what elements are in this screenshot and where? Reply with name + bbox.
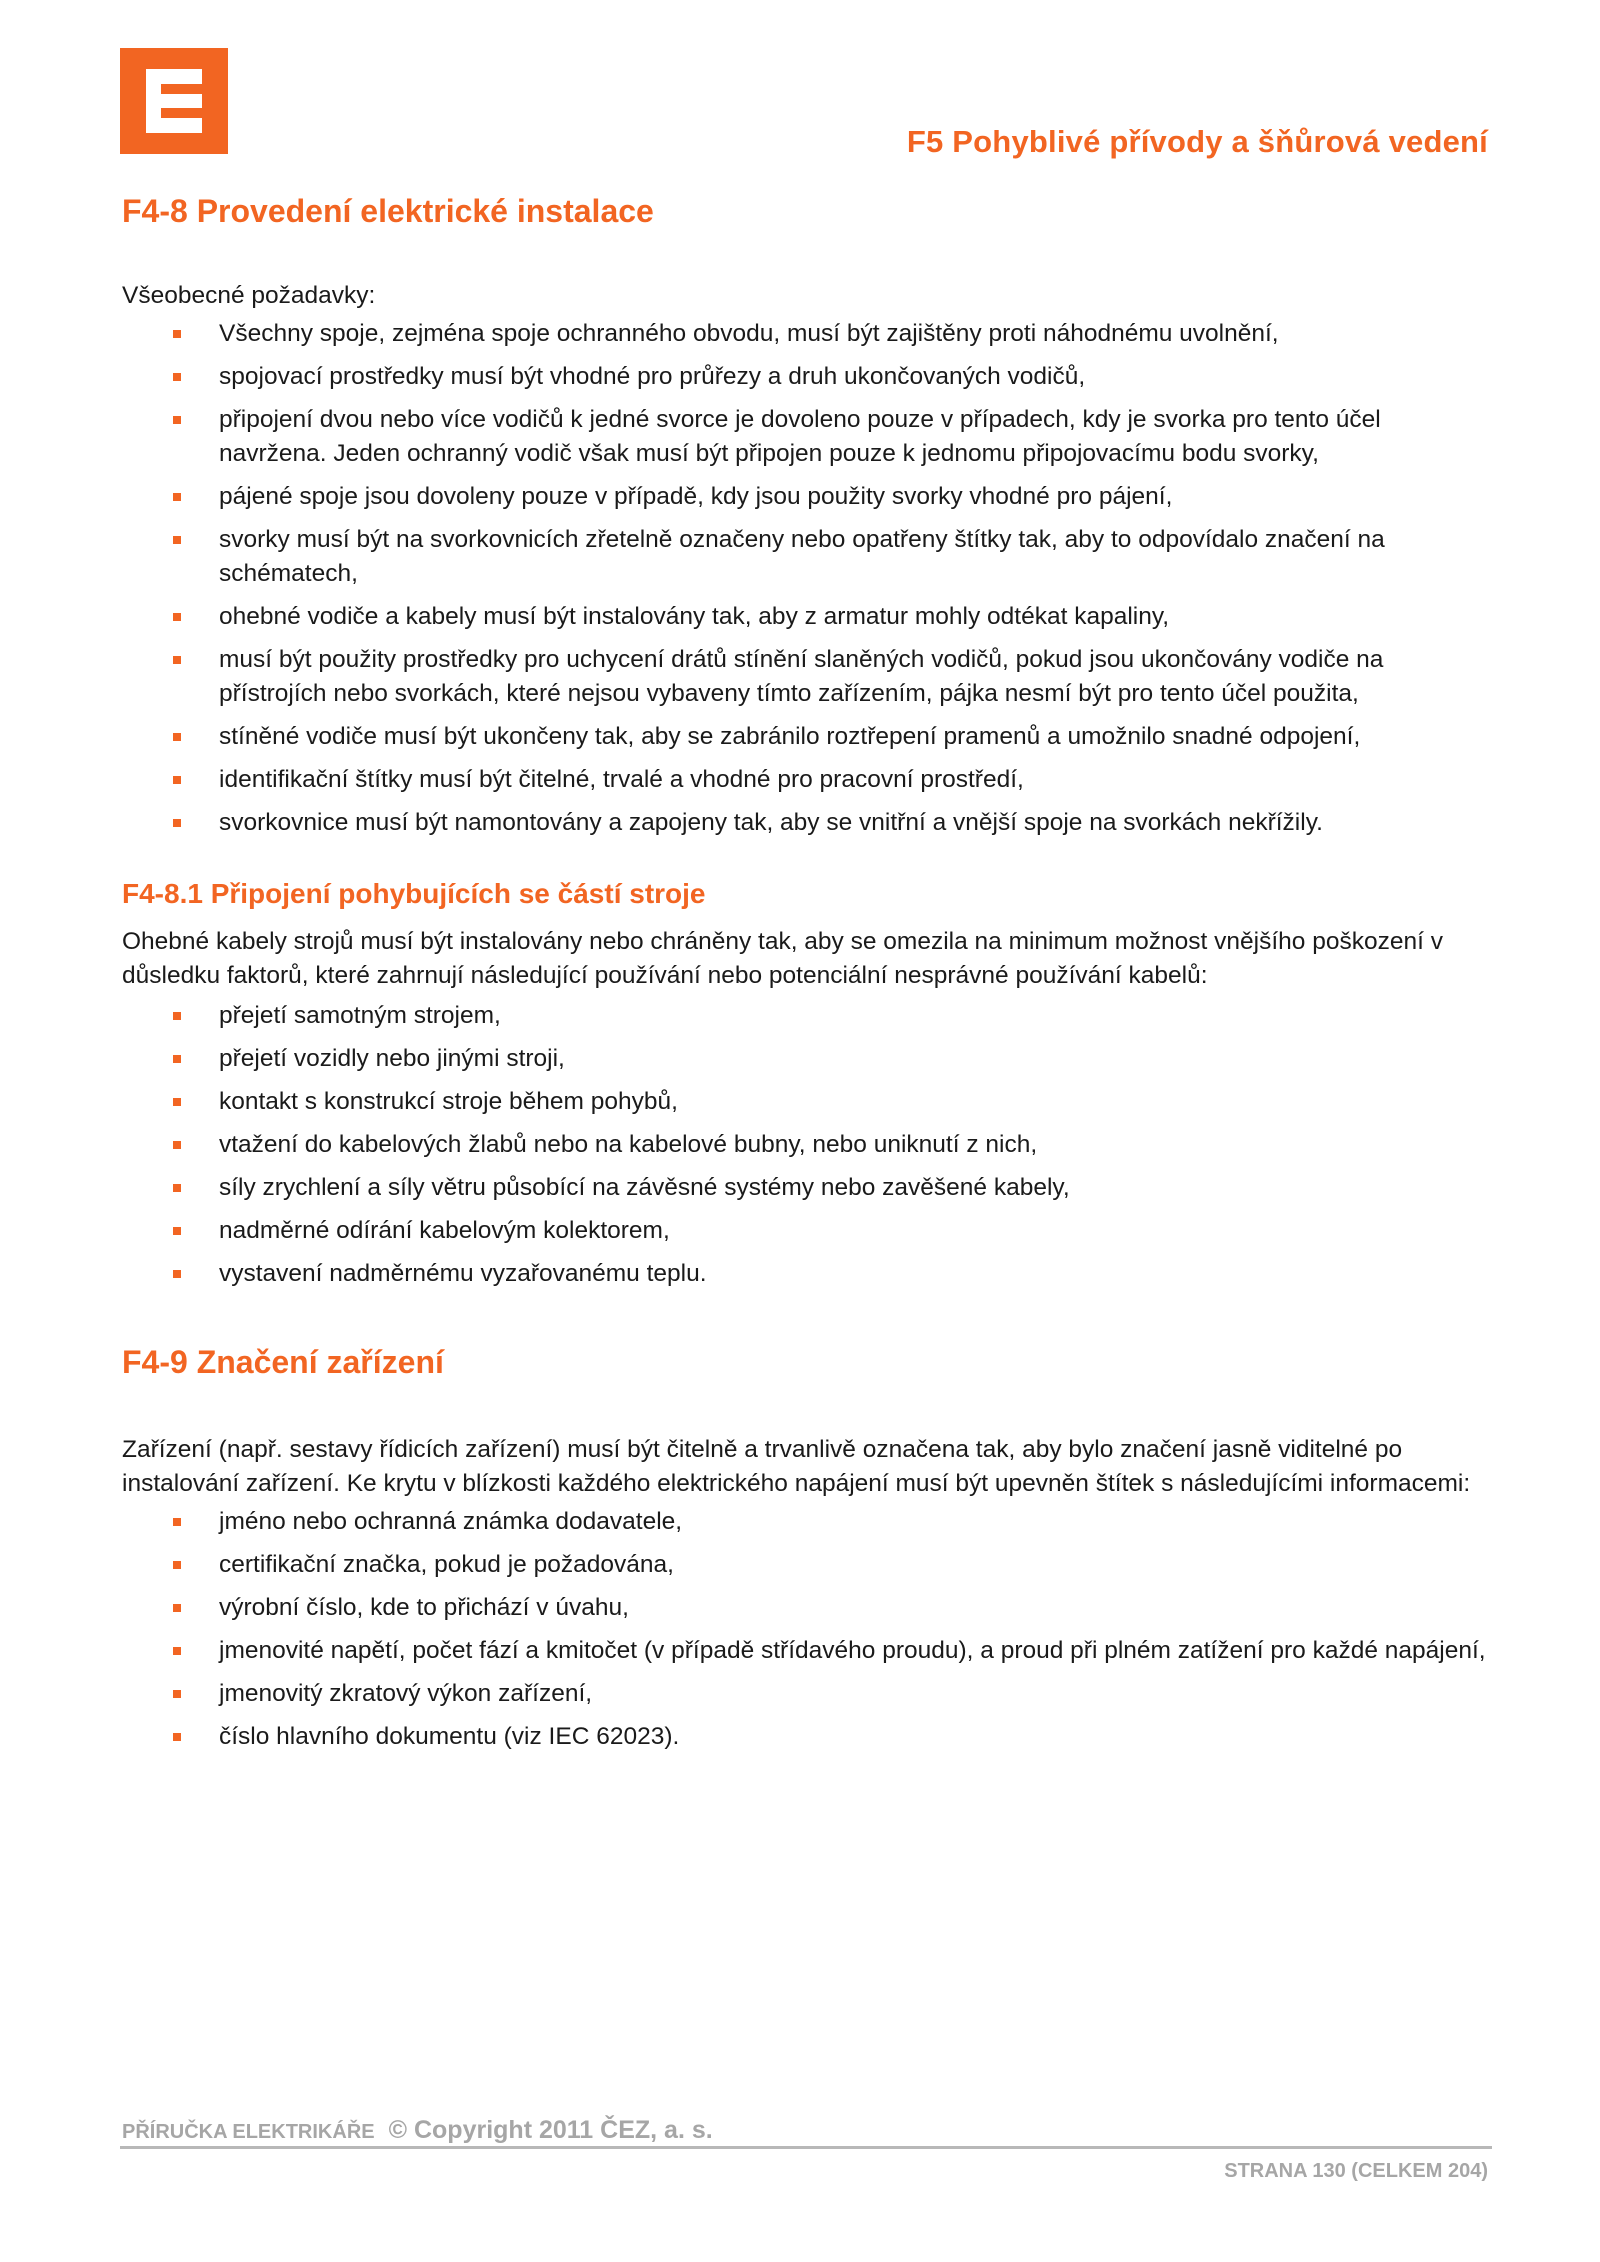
bullet-icon <box>173 656 181 664</box>
list-item-text: identifikační štítky musí být čitelné, trvalé a vhodné pro pracovní prostředí, <box>219 766 1024 793</box>
list-item-text: přejetí samotným strojem, <box>219 1002 501 1029</box>
list-item <box>122 763 1492 797</box>
list-item-text: připojení dvou nebo více vodičů k jedné svorce je dovoleno pouze v případech, kdy je svorka pro tento účel navržena. Jeden ochranný vodič však musí být připojen pouze k jednomu připojovacímu bodu svorky, <box>219 406 1381 467</box>
bullet-icon <box>173 1561 181 1569</box>
list-item-text: přejetí vozidly nebo jinými stroji, <box>219 1045 565 1072</box>
list-item-text: stíněné vodiče musí být ukončeny tak, aby se zabránilo roztřepení pramenů a umožnilo snadné odpojení, <box>219 723 1361 750</box>
chapter-title: F5 Pohyblivé přívody a šňůrová vedení <box>906 124 1488 159</box>
bullet-icon <box>173 373 181 381</box>
list-item-text: jmenovitý zkratový výkon zařízení, <box>219 1680 593 1707</box>
list-item-text: musí být použity prostředky pro uchycení drátů stínění slaněných vodičů, pokud jsou ukončovány vodiče na přístrojích nebo svorkách, které nejsou vybaveny tímto zařízením, pájka nesmí být pro tento účel použita, <box>219 646 1384 707</box>
bullet-icon <box>173 1270 181 1278</box>
list-item <box>122 806 1492 840</box>
list-item <box>122 720 1492 754</box>
bullet-icon <box>173 1184 181 1192</box>
bullet-icon <box>173 1098 181 1106</box>
bullet-icon <box>173 1733 181 1741</box>
bullet-icon <box>173 1141 181 1149</box>
list-item <box>122 1591 1492 1625</box>
section-title: F4-9 Značení zařízení <box>122 1344 444 1380</box>
list-item-text: výrobní číslo, kde to přichází v úvahu, <box>219 1594 629 1621</box>
list-item <box>122 1505 1492 1539</box>
list-item-text: svorkovnice musí být namontovány a zapojeny tak, aby se vnitřní a vnější spoje na svorkách nekřížily. <box>219 809 1323 836</box>
bullet-icon <box>173 1227 181 1235</box>
list-item-text: ohebné vodiče a kabely musí být instalovány tak, aby z armatur mohly odtékat kapaliny, <box>219 603 1170 630</box>
list-item <box>122 1677 1492 1711</box>
bullet-icon <box>173 330 181 338</box>
list-item <box>122 1548 1492 1582</box>
footer-divider <box>120 2146 1492 2149</box>
list-item <box>122 1128 1492 1162</box>
cez-logo <box>120 48 228 154</box>
subsection-intro: Ohebné kabely strojů musí být instalovány nebo chráněny tak, aby se omezila na minimum možnost vnějšího poškození v důsledku faktorů, které zahrnují následující používání nebo potenciální nesprávné používání kabelů: <box>122 928 1443 989</box>
list-item-text: certifikační značka, pokud je požadována, <box>219 1551 674 1578</box>
bullet-list <box>122 1505 1492 1754</box>
list-item-text: kontakt s konstrukcí stroje během pohybů, <box>219 1088 678 1115</box>
list-item-text: číslo hlavního dokumentu (viz IEC 62023). <box>219 1723 680 1750</box>
list-item-text: spojovací prostředky musí být vhodné pro průřezy a druh ukončovaných vodičů, <box>219 363 1086 390</box>
list-item <box>122 643 1492 711</box>
list-item-text: pájené spoje jsou dovoleny pouze v případě, kdy jsou použity svorky vhodné pro pájení, <box>219 483 1173 510</box>
list-item <box>122 1042 1492 1076</box>
list-item-text: vtažení do kabelových žlabů nebo na kabelové bubny, nebo uniknutí z nich, <box>219 1131 1038 1158</box>
list-item <box>122 1214 1492 1248</box>
page-content <box>122 190 1492 1763</box>
list-item <box>122 1085 1492 1119</box>
section-intro: Zařízení (např. sestavy řídicích zařízení) musí být čitelně a trvanlivě označena tak, aby bylo značení jasně viditelné po instalování zařízení. Ke krytu v blízkosti každého elektrického napájení musí být upevněn štítek s následujícími informacemi: <box>122 1436 1471 1497</box>
bullet-icon <box>173 416 181 424</box>
list-item-text: jmenovité napětí, počet fází a kmitočet (v případě střídavého proudu), a proud při plném zatížení pro každé napájení, <box>219 1637 1486 1664</box>
list-item <box>122 999 1492 1033</box>
bullet-icon <box>173 1055 181 1063</box>
bullet-icon <box>173 776 181 784</box>
bullet-icon <box>173 1647 181 1655</box>
list-item <box>122 1634 1492 1668</box>
bullet-icon <box>173 819 181 827</box>
list-item <box>122 1257 1492 1291</box>
list-item-text: jméno nebo ochranná známka dodavatele, <box>219 1508 683 1535</box>
bullet-icon <box>173 536 181 544</box>
bullet-icon <box>173 1604 181 1612</box>
section-intro: Všeobecné požadavky: <box>122 282 376 309</box>
list-item-text: svorky musí být na svorkovnicích zřetelně označeny nebo opatřeny štítky tak, aby to odpovídalo značení na schématech, <box>219 526 1385 587</box>
list-item-text: Všechny spoje, zejména spoje ochranného obvodu, musí být zajištěny proti náhodnému uvolnění, <box>219 320 1279 347</box>
list-item <box>122 523 1492 591</box>
list-item <box>122 1171 1492 1205</box>
list-item <box>122 360 1492 394</box>
list-item <box>122 317 1492 351</box>
footer-title: PŘÍRUČKA ELEKTRIKÁŘE <box>122 2121 375 2143</box>
bullet-icon <box>173 1012 181 1020</box>
bullet-icon <box>173 733 181 741</box>
bullet-icon <box>173 493 181 501</box>
list-item-text: nadměrné odírání kabelovým kolektorem, <box>219 1217 670 1244</box>
list-item <box>122 600 1492 634</box>
bullet-icon <box>173 613 181 621</box>
list-item <box>122 1720 1492 1754</box>
bullet-list <box>122 999 1492 1291</box>
bullet-icon <box>173 1518 181 1526</box>
list-item-text: vystavení nadměrnému vyzařovanému teplu. <box>219 1260 707 1287</box>
list-item-text: síly zrychlení a síly větru působící na závěsné systémy nebo zavěšené kabely, <box>219 1174 1070 1201</box>
bullet-list <box>122 317 1492 840</box>
section-title: F4-8 Provedení elektrické instalace <box>122 193 654 229</box>
subsection-title: F4-8.1 Připojení pohybujících se částí stroje <box>122 878 706 909</box>
bullet-icon <box>173 1690 181 1698</box>
footer-copyright: © Copyright 2011 ČEZ, a. s. <box>388 2116 713 2144</box>
list-item <box>122 480 1492 514</box>
page-number: STRANA 130 (CELKEM 204) <box>1224 2160 1488 2182</box>
footer-left <box>122 2116 713 2145</box>
list-item <box>122 403 1492 471</box>
